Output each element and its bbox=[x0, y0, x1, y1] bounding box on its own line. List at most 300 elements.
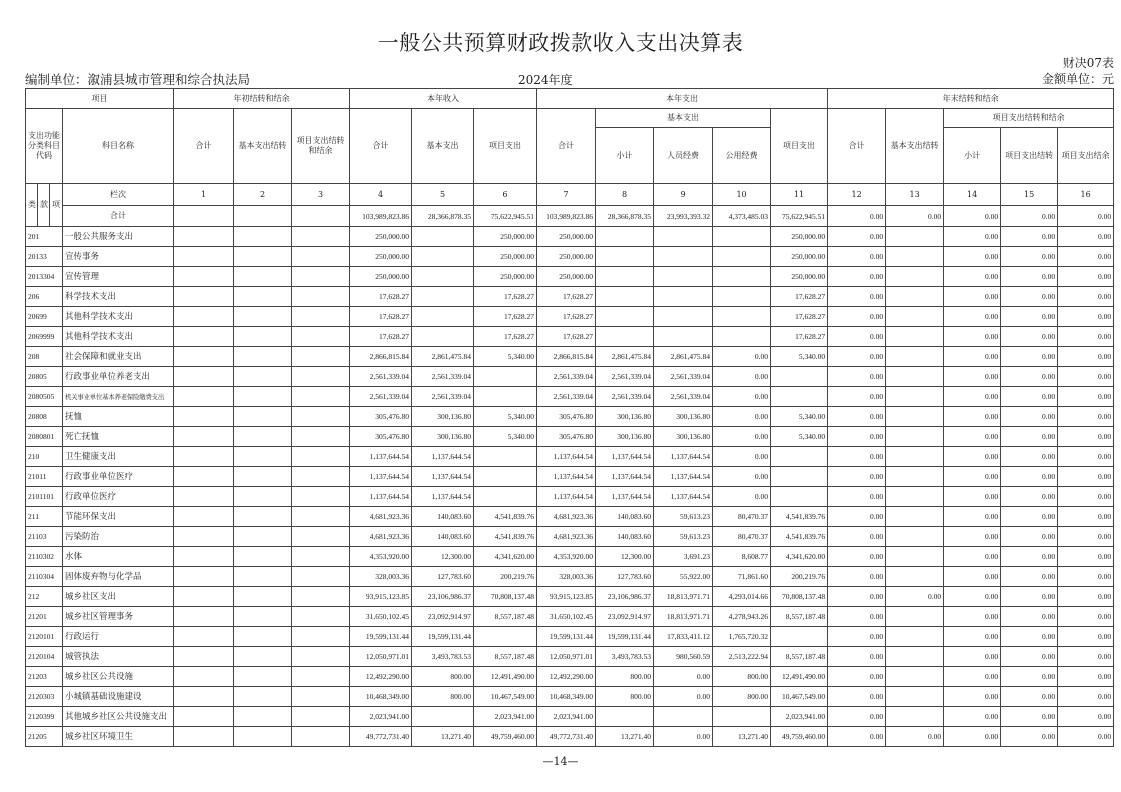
cell-expense-project: 49,759,460.00 bbox=[771, 727, 828, 747]
cell-begin-basic bbox=[234, 447, 292, 467]
cell-income-basic bbox=[412, 307, 474, 327]
cell-begin-project bbox=[292, 487, 350, 507]
cell-expense-basic-subtotal: 800.00 bbox=[596, 687, 654, 707]
cell-expense-personnel: 17,833,411.12 bbox=[654, 627, 713, 647]
cell-income-project: 12,491,490.00 bbox=[474, 667, 537, 687]
cell-expense-total: 4,681,923.36 bbox=[537, 527, 596, 547]
subject-code: 21011 bbox=[26, 467, 63, 487]
fiscal-year: 2024年度 bbox=[518, 73, 573, 87]
header-begin-total: 合计 bbox=[174, 109, 234, 184]
cell-begin-basic bbox=[234, 347, 292, 367]
cell-expense-project: 8,557,187.48 bbox=[771, 607, 828, 627]
cell-begin-project bbox=[292, 287, 350, 307]
cell-begin-basic bbox=[234, 507, 292, 527]
table-row bbox=[26, 307, 1114, 327]
header-end-project-subtotal: 小计 bbox=[944, 128, 1001, 184]
cell-begin-project bbox=[292, 227, 350, 247]
cell-end-project-carry: 0.00 bbox=[1001, 387, 1058, 407]
table-row bbox=[26, 407, 1114, 427]
cell-income-basic bbox=[412, 247, 474, 267]
column-number: 10 bbox=[713, 184, 771, 206]
cell-begin-basic bbox=[234, 667, 292, 687]
cell-expense-total: 250,000.00 bbox=[537, 227, 596, 247]
cell-end-project-carry: 0.00 bbox=[1001, 307, 1058, 327]
cell-begin-total bbox=[174, 707, 234, 727]
cell-end-project-balance: 0.00 bbox=[1058, 247, 1114, 267]
column-number: 4 bbox=[350, 184, 412, 206]
header-row-1 bbox=[26, 89, 1114, 109]
cell-end-total: 0.00 bbox=[828, 247, 886, 267]
table-row bbox=[26, 687, 1114, 707]
cell-end-total: 0.00 bbox=[828, 627, 886, 647]
cell-income-basic bbox=[412, 227, 474, 247]
cell-end-basic bbox=[886, 487, 944, 507]
header-expense-public: 公用经费 bbox=[713, 128, 771, 184]
cell-begin-total bbox=[174, 247, 234, 267]
cell-end-project-subtotal: 0.00 bbox=[944, 307, 1001, 327]
cell-income-total: 250,000.00 bbox=[350, 267, 412, 287]
cell-expense-project: 17,628.27 bbox=[771, 287, 828, 307]
cell-expense-project: 250,000.00 bbox=[771, 267, 828, 287]
cell-end-project-carry: 0.00 bbox=[1001, 327, 1058, 347]
subject-name: 其他科学技术支出 bbox=[63, 307, 174, 327]
cell-end-project-balance: 0.00 bbox=[1058, 667, 1114, 687]
cell-expense-total: 4,353,920.00 bbox=[537, 547, 596, 567]
cell-expense-total: 305,476.80 bbox=[537, 407, 596, 427]
cell-begin-project bbox=[292, 687, 350, 707]
cell-expense-total: 2,561,339.04 bbox=[537, 367, 596, 387]
subject-code: 21201 bbox=[26, 607, 63, 627]
cell-income-basic bbox=[412, 267, 474, 287]
header-income-group: 本年收入 bbox=[350, 89, 537, 109]
cell-end-basic bbox=[886, 227, 944, 247]
column-number: 14 bbox=[944, 184, 1001, 206]
cell-expense-public: 0.00 bbox=[713, 407, 771, 427]
cell-begin-total bbox=[174, 467, 234, 487]
cell-begin-total bbox=[174, 627, 234, 647]
header-income-project: 项目支出 bbox=[474, 109, 537, 184]
cell-end-project-subtotal: 0.00 bbox=[944, 447, 1001, 467]
cell-end-project-subtotal: 0.00 bbox=[944, 387, 1001, 407]
cell-end-project-subtotal: 0.00 bbox=[944, 327, 1001, 347]
header-income-total: 合计 bbox=[350, 109, 412, 184]
cell-end-basic bbox=[886, 247, 944, 267]
cell-end-total: 0.00 bbox=[828, 307, 886, 327]
cell-expense-personnel bbox=[654, 227, 713, 247]
cell-begin-basic bbox=[234, 367, 292, 387]
cell-expense-basic-subtotal: 140,083.60 bbox=[596, 527, 654, 547]
cell-end-total: 0.00 bbox=[828, 367, 886, 387]
cell-income-project: 250,000.00 bbox=[474, 227, 537, 247]
cell-begin-total bbox=[174, 367, 234, 387]
cell-end-basic bbox=[886, 367, 944, 387]
cell-income-basic: 2,561,339.04 bbox=[412, 387, 474, 407]
cell-income-basic: 12,300.00 bbox=[412, 547, 474, 567]
cell-income-total: 12,492,290.00 bbox=[350, 667, 412, 687]
cell-begin-basic bbox=[234, 627, 292, 647]
cell-end-project-balance: 0.00 bbox=[1058, 547, 1114, 567]
header-begin-project: 项目支出结转和结余 bbox=[292, 109, 350, 184]
cell-begin-basic bbox=[234, 227, 292, 247]
table-row bbox=[26, 667, 1114, 687]
cell-expense-personnel: 0.00 bbox=[654, 727, 713, 747]
cell-income-basic: 2,861,475.84 bbox=[412, 347, 474, 367]
cell-expense-personnel: 980,560.59 bbox=[654, 647, 713, 667]
cell-end-project-subtotal: 0.00 bbox=[944, 267, 1001, 287]
subject-name: 小城镇基础设施建设 bbox=[63, 687, 174, 707]
cell-begin-project bbox=[292, 547, 350, 567]
cell-end-project-carry: 0.00 bbox=[1001, 687, 1058, 707]
cell-end-project-balance: 0.00 bbox=[1058, 687, 1114, 707]
cell-expense-personnel: 1,137,644.54 bbox=[654, 447, 713, 467]
total-begin-project bbox=[292, 206, 350, 227]
cell-expense-personnel: 300,136.80 bbox=[654, 427, 713, 447]
cell-begin-total bbox=[174, 667, 234, 687]
subject-name: 机关事业单位基本养老保险缴费支出 bbox=[63, 387, 174, 407]
cell-begin-basic bbox=[234, 607, 292, 627]
cell-end-basic bbox=[886, 327, 944, 347]
cell-expense-basic-subtotal: 19,599,131.44 bbox=[596, 627, 654, 647]
cell-end-basic bbox=[886, 267, 944, 287]
cell-income-project: 250,000.00 bbox=[474, 247, 537, 267]
cell-end-project-subtotal: 0.00 bbox=[944, 627, 1001, 647]
header-expense-project: 项目支出 bbox=[771, 109, 828, 184]
cell-end-project-balance: 0.00 bbox=[1058, 347, 1114, 367]
cell-end-project-subtotal: 0.00 bbox=[944, 467, 1001, 487]
table-row bbox=[26, 347, 1114, 367]
cell-begin-basic bbox=[234, 647, 292, 667]
cell-expense-basic-subtotal: 23,106,986.37 bbox=[596, 587, 654, 607]
cell-begin-basic bbox=[234, 287, 292, 307]
cell-end-basic bbox=[886, 307, 944, 327]
cell-begin-total bbox=[174, 227, 234, 247]
cell-expense-total: 31,650,102.45 bbox=[537, 607, 596, 627]
cell-expense-total: 17,628.27 bbox=[537, 307, 596, 327]
cell-end-project-carry: 0.00 bbox=[1001, 587, 1058, 607]
cell-begin-total bbox=[174, 427, 234, 447]
subject-name: 其他城乡社区公共设施支出 bbox=[63, 707, 174, 727]
cell-begin-basic bbox=[234, 487, 292, 507]
cell-income-project: 17,628.27 bbox=[474, 327, 537, 347]
cell-expense-personnel bbox=[654, 307, 713, 327]
cell-end-project-subtotal: 0.00 bbox=[944, 667, 1001, 687]
header-lei: 类 bbox=[26, 184, 38, 227]
column-number: 15 bbox=[1001, 184, 1058, 206]
total-begin-total bbox=[174, 206, 234, 227]
total-income-total: 103,989,823.86 bbox=[350, 206, 412, 227]
cell-end-total: 0.00 bbox=[828, 647, 886, 667]
cell-income-basic: 127,783.60 bbox=[412, 567, 474, 587]
cell-end-project-balance: 0.00 bbox=[1058, 267, 1114, 287]
cell-end-project-balance: 0.00 bbox=[1058, 227, 1114, 247]
cell-end-basic bbox=[886, 547, 944, 567]
table-row bbox=[26, 487, 1114, 507]
cell-expense-public bbox=[713, 707, 771, 727]
table-row bbox=[26, 427, 1114, 447]
cell-income-basic: 1,137,644.54 bbox=[412, 447, 474, 467]
cell-expense-total: 12,050,971.01 bbox=[537, 647, 596, 667]
cell-begin-total bbox=[174, 527, 234, 547]
table-row bbox=[26, 367, 1114, 387]
cell-expense-basic-subtotal: 800.00 bbox=[596, 667, 654, 687]
cell-expense-public bbox=[713, 247, 771, 267]
subject-code: 2120101 bbox=[26, 627, 63, 647]
cell-end-basic: 0.00 bbox=[886, 727, 944, 747]
cell-expense-public: 0.00 bbox=[713, 347, 771, 367]
header-expense-personnel: 人员经费 bbox=[654, 128, 713, 184]
cell-end-project-balance: 0.00 bbox=[1058, 327, 1114, 347]
cell-income-basic: 23,106,986.37 bbox=[412, 587, 474, 607]
cell-expense-basic-subtotal bbox=[596, 227, 654, 247]
cell-income-total: 4,681,923.36 bbox=[350, 527, 412, 547]
column-number: 6 bbox=[474, 184, 537, 206]
subject-code: 2120104 bbox=[26, 647, 63, 667]
cell-income-project bbox=[474, 627, 537, 647]
cell-end-project-subtotal: 0.00 bbox=[944, 487, 1001, 507]
total-income-project: 75,622,945.51 bbox=[474, 206, 537, 227]
cell-expense-public: 2,513,222.94 bbox=[713, 647, 771, 667]
cell-end-basic bbox=[886, 667, 944, 687]
cell-end-total: 0.00 bbox=[828, 607, 886, 627]
cell-income-total: 17,628.27 bbox=[350, 327, 412, 347]
cell-expense-basic-subtotal: 1,137,644.54 bbox=[596, 467, 654, 487]
table-row bbox=[26, 447, 1114, 467]
cell-end-project-balance: 0.00 bbox=[1058, 447, 1114, 467]
cell-begin-basic bbox=[234, 387, 292, 407]
cell-end-project-balance: 0.00 bbox=[1058, 647, 1114, 667]
cell-end-project-carry: 0.00 bbox=[1001, 287, 1058, 307]
cell-end-project-carry: 0.00 bbox=[1001, 447, 1058, 467]
cell-end-project-subtotal: 0.00 bbox=[944, 227, 1001, 247]
cell-expense-total: 328,003.36 bbox=[537, 567, 596, 587]
cell-income-total: 17,628.27 bbox=[350, 307, 412, 327]
cell-end-basic bbox=[886, 567, 944, 587]
column-number: 9 bbox=[654, 184, 713, 206]
cell-expense-public: 4,278,943.26 bbox=[713, 607, 771, 627]
cell-income-basic: 2,561,339.04 bbox=[412, 367, 474, 387]
subject-name: 行政运行 bbox=[63, 627, 174, 647]
cell-expense-total: 17,628.27 bbox=[537, 287, 596, 307]
cell-expense-total: 12,492,290.00 bbox=[537, 667, 596, 687]
budget-table bbox=[25, 88, 1114, 747]
subject-name: 科学技术支出 bbox=[63, 287, 174, 307]
cell-expense-public bbox=[713, 327, 771, 347]
cell-end-project-carry: 0.00 bbox=[1001, 347, 1058, 367]
cell-expense-project: 70,808,137.48 bbox=[771, 587, 828, 607]
column-number: 5 bbox=[412, 184, 474, 206]
cell-expense-total: 1,137,644.54 bbox=[537, 447, 596, 467]
subject-name: 水体 bbox=[63, 547, 174, 567]
header-end-group: 年末结转和结余 bbox=[828, 89, 1114, 109]
cell-begin-project bbox=[292, 567, 350, 587]
cell-end-project-balance: 0.00 bbox=[1058, 467, 1114, 487]
cell-expense-personnel: 1,137,644.54 bbox=[654, 467, 713, 487]
subject-name: 固体废弃物与化学品 bbox=[63, 567, 174, 587]
cell-income-basic: 300,136.80 bbox=[412, 407, 474, 427]
cell-expense-personnel bbox=[654, 707, 713, 727]
subject-name: 城乡社区支出 bbox=[63, 587, 174, 607]
cell-end-project-subtotal: 0.00 bbox=[944, 587, 1001, 607]
cell-begin-total bbox=[174, 327, 234, 347]
cell-income-total: 2,561,339.04 bbox=[350, 387, 412, 407]
cell-income-total: 12,050,971.01 bbox=[350, 647, 412, 667]
cell-begin-project bbox=[292, 267, 350, 287]
cell-income-project: 17,628.27 bbox=[474, 307, 537, 327]
header-project: 项目 bbox=[26, 89, 174, 109]
cell-expense-basic-subtotal bbox=[596, 707, 654, 727]
cell-begin-project bbox=[292, 707, 350, 727]
cell-begin-project bbox=[292, 427, 350, 447]
cell-begin-project bbox=[292, 447, 350, 467]
cell-expense-project: 2,023,941.00 bbox=[771, 707, 828, 727]
cell-begin-project bbox=[292, 467, 350, 487]
cell-end-project-balance: 0.00 bbox=[1058, 387, 1114, 407]
subject-name: 卫生健康支出 bbox=[63, 447, 174, 467]
cell-end-project-subtotal: 0.00 bbox=[944, 427, 1001, 447]
cell-begin-basic bbox=[234, 407, 292, 427]
cell-income-total: 250,000.00 bbox=[350, 227, 412, 247]
subject-name: 一般公共服务支出 bbox=[63, 227, 174, 247]
cell-begin-total bbox=[174, 587, 234, 607]
cell-end-project-subtotal: 0.00 bbox=[944, 407, 1001, 427]
cell-income-basic: 300,136.80 bbox=[412, 427, 474, 447]
cell-end-project-carry: 0.00 bbox=[1001, 227, 1058, 247]
cell-end-basic: 0.00 bbox=[886, 587, 944, 607]
cell-begin-project bbox=[292, 727, 350, 747]
cell-expense-basic-subtotal bbox=[596, 247, 654, 267]
subject-name: 抚恤 bbox=[63, 407, 174, 427]
cell-expense-personnel: 55,922.00 bbox=[654, 567, 713, 587]
cell-end-project-carry: 0.00 bbox=[1001, 567, 1058, 587]
cell-begin-total bbox=[174, 687, 234, 707]
cell-end-total: 0.00 bbox=[828, 347, 886, 367]
cell-income-total: 93,915,123.85 bbox=[350, 587, 412, 607]
cell-income-project: 17,628.27 bbox=[474, 287, 537, 307]
cell-expense-public: 0.00 bbox=[713, 447, 771, 467]
cell-expense-personnel: 0.00 bbox=[654, 687, 713, 707]
cell-expense-basic-subtotal: 2,861,475.84 bbox=[596, 347, 654, 367]
cell-end-total: 0.00 bbox=[828, 327, 886, 347]
table-row bbox=[26, 707, 1114, 727]
cell-end-project-balance: 0.00 bbox=[1058, 607, 1114, 627]
cell-begin-total bbox=[174, 447, 234, 467]
cell-income-total: 2,561,339.04 bbox=[350, 367, 412, 387]
cell-income-total: 328,003.36 bbox=[350, 567, 412, 587]
table-row bbox=[26, 547, 1114, 567]
cell-begin-total bbox=[174, 607, 234, 627]
cell-expense-total: 19,599,131.44 bbox=[537, 627, 596, 647]
subject-code: 2120303 bbox=[26, 687, 63, 707]
cell-end-basic bbox=[886, 627, 944, 647]
cell-end-project-subtotal: 0.00 bbox=[944, 547, 1001, 567]
cell-begin-total bbox=[174, 347, 234, 367]
cell-income-project: 4,541,839.76 bbox=[474, 527, 537, 547]
cell-begin-project bbox=[292, 307, 350, 327]
cell-expense-public: 80,470.37 bbox=[713, 507, 771, 527]
cell-expense-public bbox=[713, 227, 771, 247]
total-row bbox=[26, 206, 1114, 227]
cell-expense-basic-subtotal bbox=[596, 287, 654, 307]
cell-income-total: 2,866,815.84 bbox=[350, 347, 412, 367]
cell-end-project-carry: 0.00 bbox=[1001, 607, 1058, 627]
cell-expense-project bbox=[771, 447, 828, 467]
subject-code: 21103 bbox=[26, 527, 63, 547]
cell-end-project-carry: 0.00 bbox=[1001, 627, 1058, 647]
column-number: 8 bbox=[596, 184, 654, 206]
column-number: 1 bbox=[174, 184, 234, 206]
cell-begin-basic bbox=[234, 307, 292, 327]
cell-expense-project bbox=[771, 467, 828, 487]
cell-begin-total bbox=[174, 547, 234, 567]
cell-end-project-balance: 0.00 bbox=[1058, 727, 1114, 747]
cell-begin-project bbox=[292, 627, 350, 647]
cell-end-basic bbox=[886, 527, 944, 547]
cell-income-basic: 140,083.60 bbox=[412, 527, 474, 547]
table-row bbox=[26, 507, 1114, 527]
cell-income-basic: 1,137,644.54 bbox=[412, 467, 474, 487]
cell-end-basic bbox=[886, 607, 944, 627]
cell-expense-public: 71,861.60 bbox=[713, 567, 771, 587]
cell-expense-public bbox=[713, 307, 771, 327]
subject-code: 2101101 bbox=[26, 487, 63, 507]
cell-end-total: 0.00 bbox=[828, 687, 886, 707]
cell-income-project bbox=[474, 447, 537, 467]
cell-begin-total bbox=[174, 647, 234, 667]
total-expense-public: 4,373,485.03 bbox=[713, 206, 771, 227]
cell-expense-public bbox=[713, 287, 771, 307]
cell-end-total: 0.00 bbox=[828, 227, 886, 247]
cell-income-project: 4,341,620.00 bbox=[474, 547, 537, 567]
cell-begin-total bbox=[174, 507, 234, 527]
cell-expense-personnel: 2,561,339.04 bbox=[654, 387, 713, 407]
cell-end-project-subtotal: 0.00 bbox=[944, 687, 1001, 707]
cell-end-total: 0.00 bbox=[828, 287, 886, 307]
subject-code: 21205 bbox=[26, 727, 63, 747]
cell-expense-project bbox=[771, 627, 828, 647]
cell-expense-public: 0.00 bbox=[713, 387, 771, 407]
cell-expense-basic-subtotal: 300,136.80 bbox=[596, 407, 654, 427]
cell-expense-total: 305,476.80 bbox=[537, 427, 596, 447]
cell-income-total: 305,476.80 bbox=[350, 407, 412, 427]
subject-code: 2069999 bbox=[26, 327, 63, 347]
cell-end-total: 0.00 bbox=[828, 427, 886, 447]
cell-begin-project bbox=[292, 387, 350, 407]
cell-expense-public: 1,765,720.32 bbox=[713, 627, 771, 647]
cell-expense-public: 4,293,014.66 bbox=[713, 587, 771, 607]
cell-begin-basic bbox=[234, 327, 292, 347]
page-number: —14— bbox=[542, 755, 579, 768]
table-row bbox=[26, 467, 1114, 487]
cell-begin-basic bbox=[234, 467, 292, 487]
table-row bbox=[26, 727, 1114, 747]
header-expense-basic-subtotal: 小计 bbox=[596, 128, 654, 184]
column-number: 13 bbox=[886, 184, 944, 206]
cell-expense-project bbox=[771, 487, 828, 507]
subject-name: 城乡社区环境卫生 bbox=[63, 727, 174, 747]
cell-end-project-balance: 0.00 bbox=[1058, 627, 1114, 647]
cell-expense-personnel: 59,613.23 bbox=[654, 507, 713, 527]
cell-end-basic bbox=[886, 427, 944, 447]
cell-begin-basic bbox=[234, 707, 292, 727]
subject-code: 210 bbox=[26, 447, 63, 467]
cell-begin-project bbox=[292, 587, 350, 607]
cell-end-project-subtotal: 0.00 bbox=[944, 367, 1001, 387]
header-end-project-balance: 项目支出结余 bbox=[1058, 128, 1114, 184]
cell-end-project-carry: 0.00 bbox=[1001, 427, 1058, 447]
cell-end-project-carry: 0.00 bbox=[1001, 727, 1058, 747]
cell-end-project-subtotal: 0.00 bbox=[944, 247, 1001, 267]
cell-income-total: 17,628.27 bbox=[350, 287, 412, 307]
